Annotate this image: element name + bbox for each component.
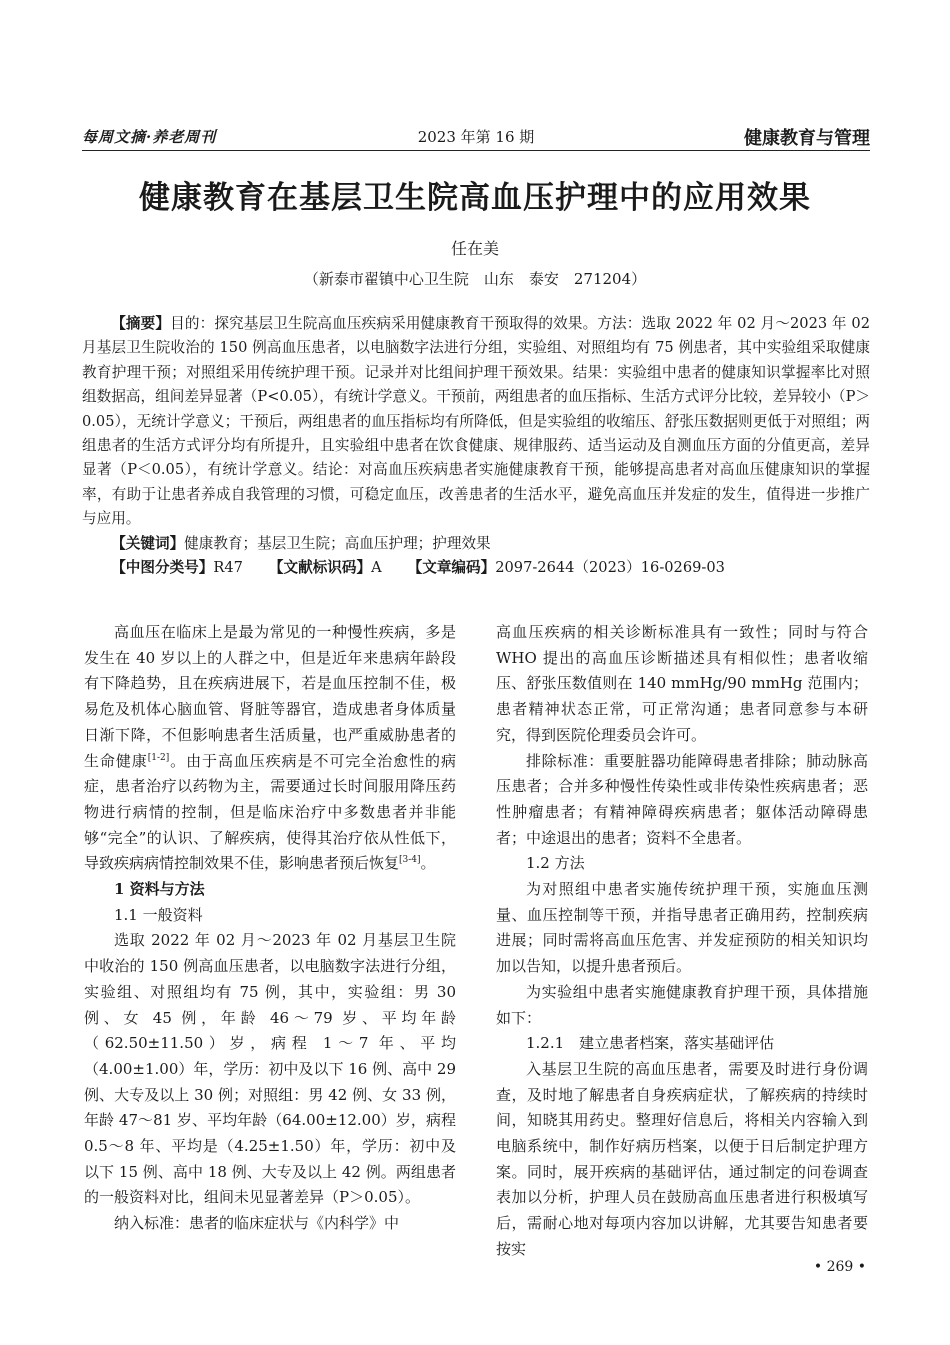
page-number: • 269 •	[813, 1259, 866, 1275]
archive-paragraph: 入基层卫生院的高血压患者，需要及时进行身份调查，及时地了解患者自身疾病症状，了解疾病的持续时间，知晓其用药史。整理好信息后，将相关内容输入到电脑系统中，制作好病历档案，以便于日后制定护理方案。同时，展开疾病的基础评估，通过制定的问卷调查表加以分析，护理人员在鼓励高血压患者进行积极填写后，需耐心地对每项内容加以讲解，尤其要告知患者要按实	[496, 1059, 868, 1258]
subsubsection-heading: 1.2.1 建立患者档案，落实基础评估	[526, 1034, 775, 1053]
inclusion-paragraph-end: 高血压疾病的相关诊断标准具有一致性；同时与符合 WHO 提出的高血压诊断描述具有相似性；患者收缩压、舒张压数值则在 140 mmHg/90 mmHg 范围内；患者精神状态正常，可正常沟通；患者同意参与本研究，得到医院伦理委员会许可。	[496, 623, 868, 744]
doc-code-label: 【文献标识码】	[268, 559, 372, 577]
intro-paragraph: 高血压在临床上是最为常见的一种慢性疾病，多是发生在 40 岁以上的人群之中，但是近年来患病年龄段有下降趋势，且在疾病进展下，若是血压控制不佳，极易危及机体心脑血管、肾脏等器官，造成患者身体质量日渐下降，不但影响患者生活质量，也严重威胁患者的生命健康[1-2]。由于高血压疾病是不可完全治愈性的病症，患者治疗以药物为主，需要通过长时间服用降压药物进行病情的控制，但是临床治疗中多数患者并非能够“完全”的认识、了解疾病，使得其治疗依从性低下，导致疾病病情控制效果不佳，影响患者预后恢复[3-4]。	[84, 623, 456, 873]
section-heading: 1 资料与方法	[114, 880, 205, 899]
abstract-text: 目的：探究基层卫生院高血压疾病采用健康教育干预取得的效果。方法：选取 2022 年 02 月～2023 年 02 月基层卫生院收治的 150 例高血压患者，以电脑数字法进行分组，实验组、对照组均有 75 例患者，其中实验组采取健康教育护理干预；对照组采用传统护理干预。记录并对比组间护理干预效果。结果：实验组中患者的健康知识掌握率比对照组数据高，组间差异显著（P<0.05），有统计学意义。干预前，两组患者的血压指标、生活方式评分比较，差异较小（P＞0.05），无统计学意义；干预后，两组患者的血压指标均有所降低，但是实验组的收缩压、舒张压数据则更低于对照组；两组患者的生活方式评分均有所提升，且实验组中患者在饮食健康、规律服药、适当运动及自测血压方面的分值更高，差异显著（P＜0.05），有统计学意义。结论：对高血压疾病患者实施健康教育干预，能够提高患者对高血压健康知识的掌握率，有助于让患者养成自我管理的习惯，可稳定血压，改善患者的生活水平，避免高血压并发症的发生，值得进一步推广与应用。	[82, 315, 870, 528]
intro-text-b: 由于高血压疾病是不可完全治愈性的病症，患者治疗以药物为主，需要通过长时间服用降压药物进行病情的控制，但是临床治疗中多数患者并非能够“完全”的认识、了解疾病，使得其治疗依从性低下，导致疾病病情控制效果不佳，影响患者预后恢复	[84, 751, 456, 873]
article-code-label: 【文章编码】	[407, 559, 496, 577]
doc-code-value: A	[371, 559, 382, 577]
subsection-heading: 1.1 一般资料	[114, 905, 203, 924]
general-info-paragraph: 选取 2022 年 02 月～2023 年 02 月基层卫生院中收治的 150 例高血压患者，以电脑数字法进行分组，实验组、对照组均有 75 例，其中，实验组：男 30 例、女 45 例，年龄 46～79 岁、平均年龄（62.50±11.50）岁，病程 1～7 年、平均（4.00±1.00）年，学历：初中及以下 16 例、高中 29 例、大专及以上 30 例；对照组：男 42 例、女 33 例，年龄 47～81 岁、平均年龄（64.00±12.00）岁，病程 0.5～8 年、平均是（4.25±1.50）年，学历：初中及以下 15 例、高中 18 例、大专及以上 42 例。两组患者的一般资料对比，组间未见显著差异（P＞0.05）。	[84, 931, 456, 1207]
right-column	[496, 620, 868, 1263]
citation-ref: [3-4]	[399, 855, 421, 866]
keywords-line	[82, 532, 870, 556]
subsection-heading: 1.2 方法	[526, 854, 585, 873]
abstract-label: 【摘要】	[111, 315, 171, 332]
clc-value: R47	[213, 559, 243, 577]
keywords-label: 【关键词】	[111, 534, 185, 552]
running-header	[82, 124, 870, 151]
abstract-paragraph	[82, 312, 870, 532]
exclusion-paragraph: 排除标准：重要脏器功能障碍患者排除；肺动脉高压患者；合并多种慢性传染性或非传染性疾病患者；恶性肿瘤患者；有精神障碍疾病患者；躯体活动障碍患者；中途退出的患者；资料不全患者。	[496, 751, 868, 847]
citation-ref: [1-2]	[147, 752, 170, 763]
article-code-value: 2097-2644（2023）16-0269-03	[495, 559, 725, 577]
author-name: 任在美	[450, 239, 499, 258]
clc-label: 【中图分类号】	[111, 559, 214, 577]
left-column	[84, 620, 456, 1237]
article-title: 健康教育在基层卫生院高血压护理中的应用效果	[139, 180, 811, 216]
author-affiliation: （新泰市翟镇中心卫生院 山东 泰安 271204）	[303, 270, 647, 288]
inclusion-paragraph-start: 纳入标准：患者的临床症状与《内科学》中	[114, 1214, 400, 1233]
experimental-intro-paragraph: 为实验组中患者实施健康教育护理干预，具体措施如下：	[496, 982, 868, 1027]
classification-line	[82, 556, 870, 580]
keywords-text: 健康教育；基层卫生院；高血压护理；护理效果	[184, 534, 491, 552]
intro-text-a: 高血压在临床上是最为常见的一种慢性疾病，多是发生在 40 岁以上的人群之中，但是近年来患病年龄段有下降趋势，且在疾病进展下，若是血压控制不佳，极易危及机体心脑血管、肾脏等器官，造成患者身体质量日渐下降，不但影响患者生活质量，也严重威胁患者的生命健康	[84, 623, 456, 770]
control-method-paragraph: 为对照组中患者实施传统护理干预，实施血压测量、血压控制等干预，并指导患者正确用药，控制疾病进展；同时需将高血压危害、并发症预防的相关知识均加以告知，以提升患者预后。	[496, 880, 868, 976]
issue-label: 2023 年第 16 期	[417, 128, 535, 146]
journal-name: 每周文摘·养老周刊	[82, 128, 217, 146]
abstract-block	[82, 312, 870, 580]
section-label: 健康教育与管理	[744, 128, 870, 149]
